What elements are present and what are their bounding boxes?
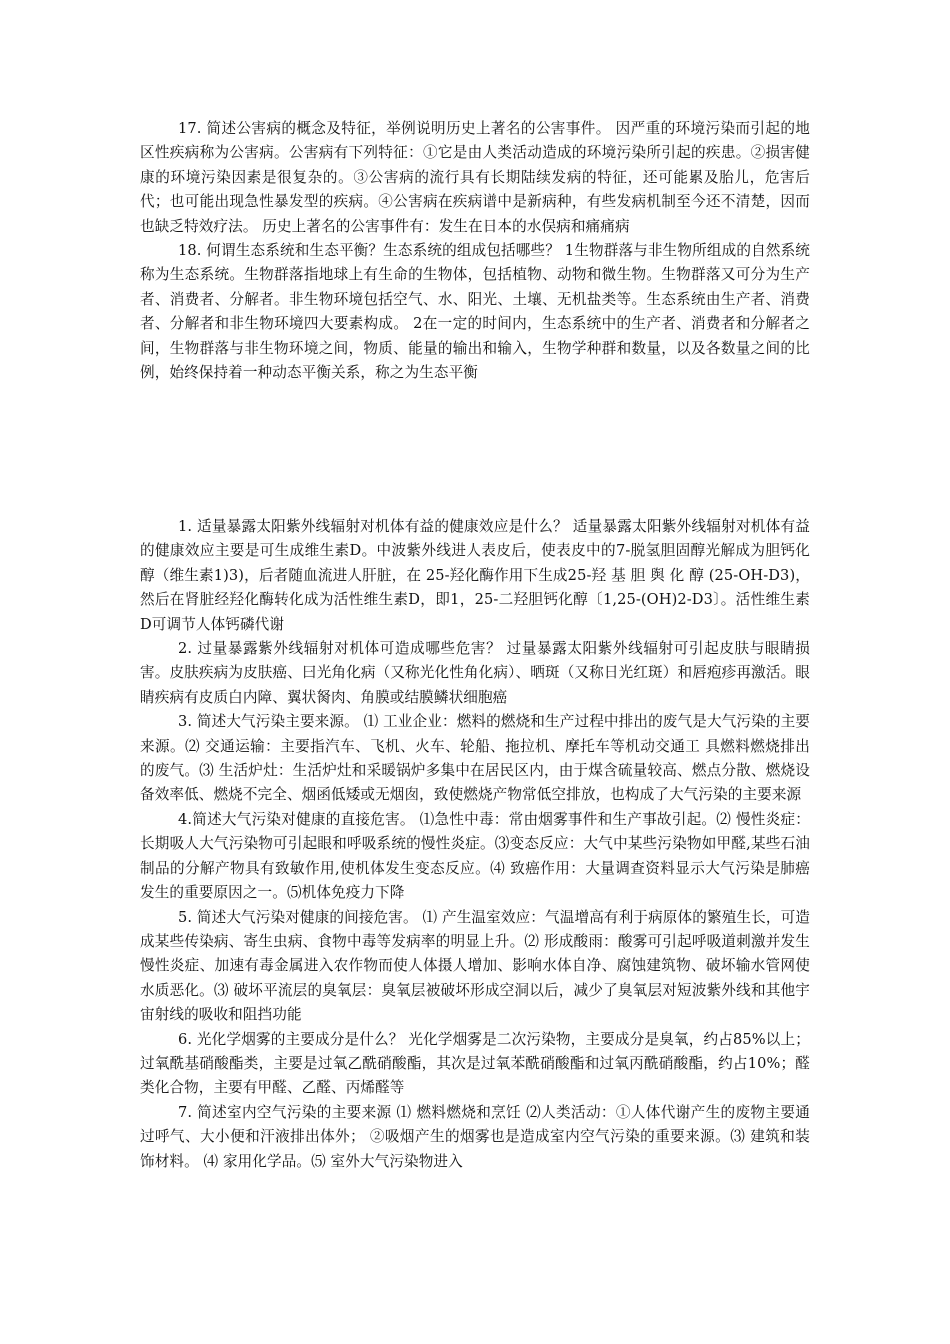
paragraph-q17: 17. 简述公害病的概念及特征，举例说明历史上著名的公害事件。 因严重的环境污染而引起的地区性疾病称为公害病。公害病有下列特征：①它是由人类活动造成的环境污染所引起的疾患。②损害健康的环境污染因素是很复杂的。③公害病的流行具有长期陆续发病的特征，还可能累及胎儿，危害后代；也可能出现急性暴发型的疾病。④公害病在疾病谱中是新病种，有些发病机制至今还不清楚，因而也缺乏特效疗法。 历史上著名的公害事件有：发生在日本的水俣病和痛痛病 xyxy=(140,120,810,235)
section-uv-and-air-pollution xyxy=(140,515,810,1174)
section-public-hazard-and-ecology xyxy=(140,117,810,385)
paragraph-q2: 2. 过量暴露紫外线辐射对机体可造成哪些危害？ 过量暴露太阳紫外线辐射可引起皮肤与眼睛损害。皮肤疾病为皮肤癌、曰光角化病（又称光化性角化病）、晒斑（又称日光红斑）和唇疱疹再激活。眼睛疾病有皮质白内障、翼状胬肉、角膜或结膜鳞状细胞癌 xyxy=(140,640,810,706)
paragraph-q6: 6. 光化学烟雾的主要成分是什么？ 光化学烟雾是二次污染物，主要成分是臭氧，约占85%以上；过氧酰基硝酸酯类，主要是过氧乙酰硝酸酯，其次是过氧苯酰硝酸酯和过氧丙酰硝酸酯，约占10%；醛类化合物，主要有甲醛、乙醛、丙烯醛等 xyxy=(140,1030,810,1097)
paragraph-q7: 7. 简述室内空气污染的主要来源 ⑴ 燃料燃烧和烹饪 ⑵人类活动：①人体代谢产生的废物主要通过呼气、大小便和汗液排出体外； ②吸烟产生的烟雾也是造成室内空气污染的重要来源。⑶ 建筑和装饰材料。 ⑷ 家用化学品。⑸ 室外大气污染物进入 xyxy=(140,1103,810,1170)
paragraph-q4: 4.简述大气污染对健康的直接危害。 ⑴急性中毒：常由烟雾事件和生产事故引起。⑵ 慢性炎症：长期吸人大气污染物可引起眼和呼吸系统的慢性炎症。⑶变态反应：大气中某些污染物如甲醛,某些石油制品的分解产物具有致敏作用,使机体发生变态反应。⑷ 致癌作用：大量调查资料显示大气污染是肺癌发生的重要原因之一。⑸机体免疫力下降 xyxy=(140,810,810,902)
paragraph-q1: 1. 适量暴露太阳紫外线辐射对机体有益的健康效应是什么？ 适量暴露太阳紫外线辐射对机体有益的健康效应主要是可生成维生素D。中波紫外线进人表皮后，使表皮中的7-脱氢胆固醇光解成为胆钙化醇（维生素1)3)，后者随血流进人肝脏，在 25-羟化酶作用下生成25-羟 基 胆 舆 化 醇 (25-OH-D3)，然后在肾脏经羟化酶转化成为活性维生素D，即1，25-二羟胆钙化醇〔1,25-(OH)2-D3〕。活性维生素D可调节人体钙磷代谢 xyxy=(140,518,810,633)
paragraph-q5: 5. 简述大气污染对健康的间接危害。 ⑴ 产生温室效应：气温增高有利于病原体的繁殖生长，可造成某些传染病、寄生虫病、食物中毒等发病率的明显上升。⑵ 形成酸雨：酸雾可引起呼吸道刺激并发生慢性炎症、加速有毒金属进入农作物而使人体摄人增加、影响水体自净、腐蚀建筑物、破坏输水管网使水质恶化。⑶ 破坏平流层的臭氧层：臭氧层被破坏形成空洞以后，减少了臭氧层对短波紫外线和其他宇宙射线的吸收和阻挡功能 xyxy=(140,908,810,1024)
paragraph-q3: 3. 简述大气污染主要来源。 ⑴ 工业企业：燃料的燃烧和生产过程中排出的废气是大气污染的主要来源。⑵ 交通运输：主要指汽车、飞机、火车、轮船、拖拉机、摩托车等机动交通工 具燃料燃烧排出的废气。⑶ 生活炉灶：生活炉灶和采暖锅炉多集中在居民区内，由于煤含硫量较高、燃点分散、燃烧设备效率低、燃烧不完全、烟函低矮或无烟囱，致使燃烧产物常低空排放，也构成了大气污染的主要来源 xyxy=(140,713,810,804)
paragraph-q18: 18. 何谓生态系统和生态平衡？生态系统的组成包括哪些？ 1生物群落与非生物所组成的自然系统称为生态系统。生物群落指地球上有生命的生物体，包括植物、动物和微生物。生物群落又可分为生产者、消费者、分解者。非生物环境包括空气、水、阳光、土壤、无机盐类等。生态系统由生产者、消费者、分解者和非生物环境四大要素构成。 2在一定的时间内，生态系统中的生产者、消费者和分解者之间，生物群落与非生物环境之间，物质、能量的输出和输入，生物学种群和数量，以及各数量之间的比例，始终保持着一种动态平衡关系，称之为生态平衡 xyxy=(140,242,810,382)
